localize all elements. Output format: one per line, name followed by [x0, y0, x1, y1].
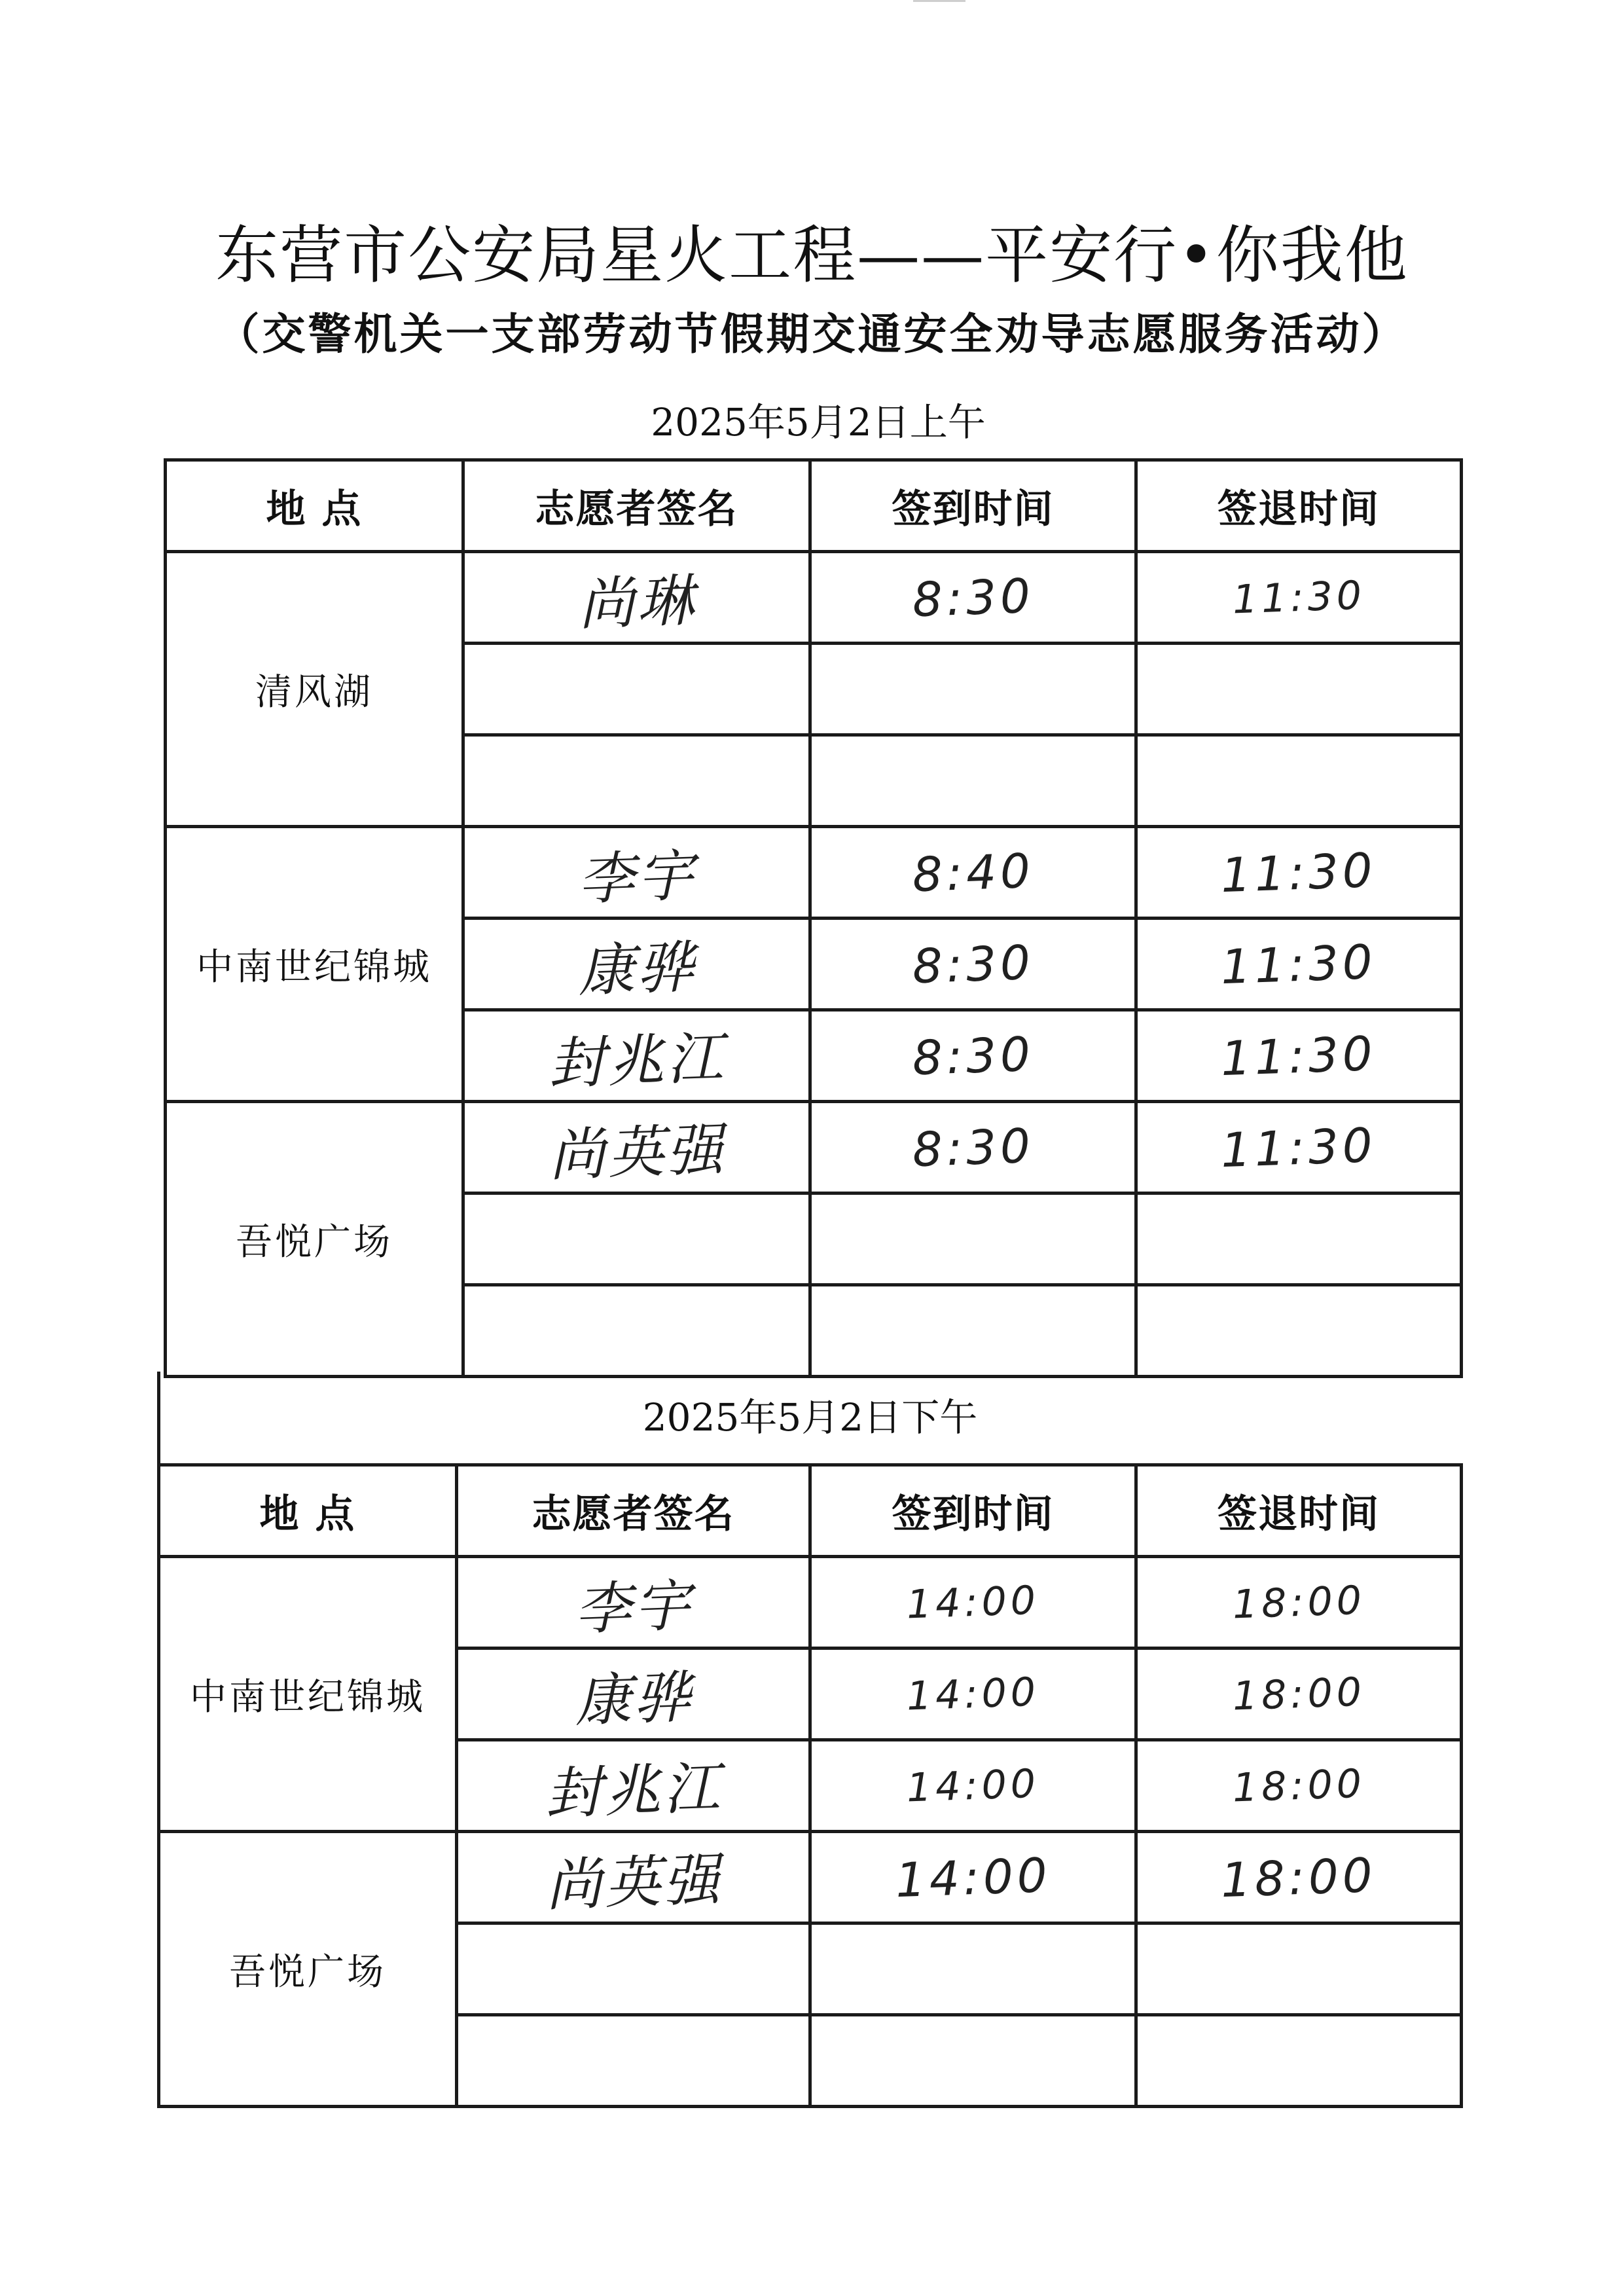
checkout-cell: 18:00 — [1231, 1668, 1366, 1720]
document-title: 东营市公安局星火工程——平安行•你我他 — [215, 219, 1409, 292]
signature-cell: 尚琳 — [577, 568, 697, 638]
afternoon-table — [157, 1463, 1463, 2108]
location-cell: 吾悦广场 — [159, 1832, 457, 2107]
signature-cell: 封兆江 — [547, 1025, 727, 1097]
checkin-cell: 8:30 — [911, 1026, 1035, 1085]
table-header-row — [166, 460, 1462, 552]
header-checkout: 签退时间 — [1136, 1465, 1462, 1557]
checkin-cell: 8:30 — [911, 1118, 1035, 1177]
signature-cell: 尚英强 — [547, 1116, 727, 1189]
checkin-cell: 14:00 — [905, 1576, 1041, 1628]
location-cell: 吾悦广场 — [166, 1102, 463, 1377]
table-row — [159, 1557, 1462, 1649]
signature-cell: 康骅 — [577, 934, 697, 1004]
header-location: 地 点 — [159, 1465, 457, 1557]
signature-cell: 封兆江 — [544, 1755, 723, 1827]
checkout-cell: 18:00 — [1231, 1576, 1366, 1628]
table-header-row — [159, 1465, 1462, 1557]
table-row — [166, 1102, 1462, 1194]
checkin-cell: 8:40 — [911, 843, 1035, 902]
checkout-cell: 11:30 — [1219, 1025, 1378, 1086]
morning-table — [164, 458, 1463, 1378]
header-location: 地 点 — [166, 460, 463, 552]
afternoon-date: 2025年5月2日下午 — [642, 1395, 978, 1440]
table-row — [166, 827, 1462, 919]
checkin-cell: 14:00 — [905, 1760, 1041, 1812]
signature-cell: 李宇 — [577, 843, 697, 913]
checkout-cell: 18:00 — [1231, 1760, 1366, 1812]
checkout-cell: 18:00 — [1219, 1847, 1378, 1908]
location-cell: 中南世纪锦城 — [166, 827, 463, 1102]
checkin-cell: 8:30 — [911, 934, 1035, 994]
checkin-cell: 14:00 — [905, 1668, 1041, 1720]
morning-date: 2025年5月2日上午 — [651, 400, 986, 445]
checkin-cell: 8:30 — [911, 568, 1035, 627]
checkout-cell: 11:30 — [1219, 1117, 1378, 1178]
location-cell: 清风湖 — [166, 552, 463, 827]
checkout-cell: 11:30 — [1231, 572, 1366, 623]
header-checkin: 签到时间 — [810, 1465, 1136, 1557]
checkout-cell: 11:30 — [1219, 842, 1378, 903]
scan-mark — [913, 0, 965, 9]
checkout-cell: 11:30 — [1219, 934, 1378, 994]
document-subtitle: （交警机关一支部劳动节假期交通安全劝导志愿服务活动） — [216, 308, 1408, 359]
location-cell: 中南世纪锦城 — [159, 1557, 457, 1832]
header-signature: 志愿者签名 — [457, 1465, 810, 1557]
signature-cell: 尚英强 — [544, 1846, 723, 1919]
header-signature: 志愿者签名 — [463, 460, 810, 552]
header-checkin: 签到时间 — [810, 460, 1136, 552]
header-checkout: 签退时间 — [1136, 460, 1462, 552]
signature-cell: 李宇 — [573, 1573, 694, 1643]
table-row — [166, 552, 1462, 644]
table-row — [159, 1832, 1462, 1923]
checkin-cell: 14:00 — [894, 1847, 1052, 1908]
signature-cell: 康骅 — [573, 1664, 694, 1734]
afternoon-date-band — [157, 1372, 1460, 1463]
